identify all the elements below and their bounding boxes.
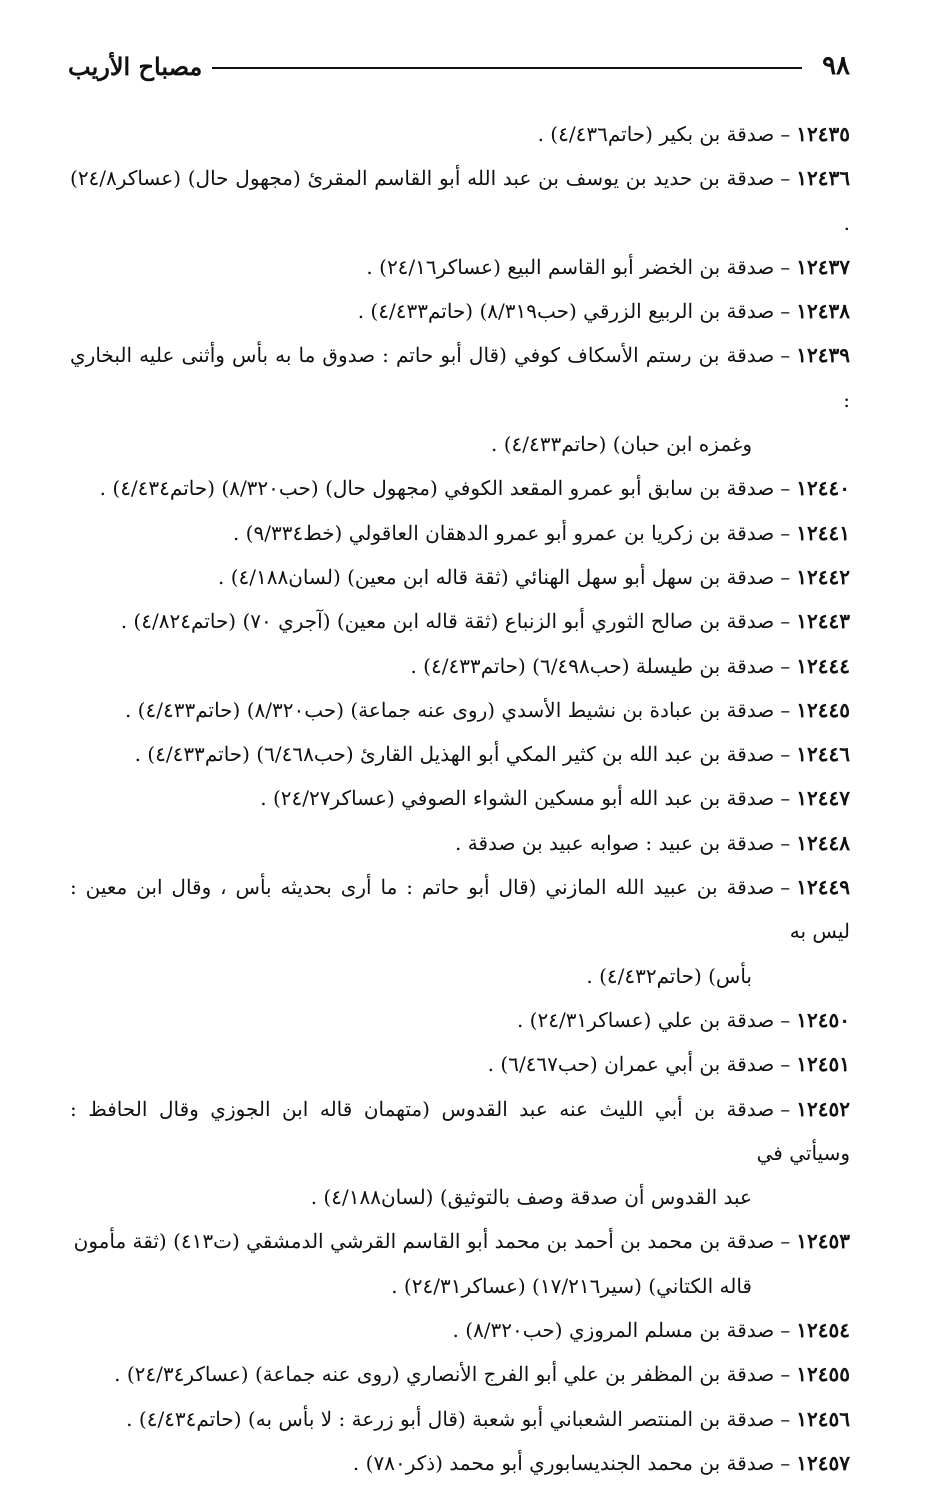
list-item	[70, 511, 850, 555]
entry-number: ١٢٤٥٦	[796, 1406, 850, 1431]
list-item	[70, 1308, 850, 1352]
list-item	[70, 1042, 850, 1086]
entry-dash: –	[780, 1229, 791, 1254]
entry-dash: –	[780, 875, 791, 900]
entry-text: صدقة بن رستم الأسكاف كوفي (قال أبو حاتم : صدوق ما به بأس وأثنى عليه البخاري :	[70, 343, 850, 412]
entry-continuation: بأس) (حاتم٤/٤٣٢) .	[586, 963, 752, 988]
entry-text: صدقة بن سهل أبو سهل الهنائي (ثقة قاله ابن معين) (لسان٤/١٨٨) .	[217, 564, 775, 589]
entry-number: ١٢٤٤٦	[796, 742, 850, 767]
entry-dash: –	[780, 520, 791, 545]
entry-text: صدقة بن المظفر بن علي أبو الفرج الأنصاري (روى عنه جماعة) (عساكر٢٤/٣٤) .	[114, 1362, 775, 1387]
entry-dash: –	[780, 122, 791, 146]
list-item	[70, 1087, 850, 1220]
entry-dash: –	[780, 1450, 791, 1475]
book-title: مصباح الأريب	[68, 51, 203, 81]
list-item	[70, 466, 850, 510]
entry-text: صدقة بن علي (عساكر٢٤/٣١) .	[516, 1007, 775, 1032]
entry-number: ١٢٤٥٣	[796, 1229, 850, 1254]
list-item	[70, 998, 850, 1042]
entry-dash: –	[780, 697, 791, 722]
list-item	[70, 821, 850, 865]
entry-dash: –	[780, 564, 791, 589]
entry-dash: –	[780, 786, 791, 811]
entry-number: ١٢٤٤٢	[796, 564, 850, 589]
entry-continuation: عبد القدوس أن صدقة وصف بالتوثيق) (لسان٤/١٨٨) .	[310, 1185, 752, 1210]
entry-number: ١٢٤٣٧	[796, 254, 850, 279]
list-item	[70, 1219, 850, 1308]
entry-dash: –	[780, 1096, 791, 1121]
entry-text: صدقة بن محمد الجنديسابوري أبو محمد (ذكر٧٨٠) .	[352, 1450, 775, 1475]
entry-text: صدقة بن أبي عمران (حب٦/٤٦٧) .	[487, 1052, 775, 1077]
page-number: ٩٨	[822, 51, 850, 81]
entry-dash: –	[780, 1318, 791, 1343]
entry-dash: –	[780, 1406, 791, 1431]
entry-text: صدقة بن أبي الليث عنه عبد القدوس (متهمان قاله ابن الجوزي وقال الحافظ : وسيأتي في	[70, 1096, 850, 1165]
entry-text: صدقة بن الربيع الزرقي (حب٨/٣١٩) (حاتم٤/٤٣٣) .	[357, 299, 775, 324]
entry-number: ١٢٤٤٧	[796, 786, 850, 811]
entry-number: ١٢٤٤٨	[796, 830, 850, 855]
entry-number: ١٢٤٣٨	[796, 299, 850, 324]
list-item	[70, 644, 850, 688]
entry-number: ١٢٤٤١	[796, 520, 850, 545]
entry-continuation: وغمزه ابن حبان) (حاتم٤/٤٣٣) .	[491, 432, 752, 457]
page-header	[68, 46, 850, 86]
entry-dash: –	[780, 742, 791, 767]
entry-text: صدقة بن زكريا بن عمرو أبو عمرو الدهقان العاقولي (خط٩/٣٣٤) .	[232, 520, 775, 545]
entry-continuation: قاله الكتاني) (سير١٧/٢١٦) (عساكر٢٤/٣١) .	[391, 1273, 752, 1298]
entry-number: ١٢٤٣٥	[796, 122, 850, 146]
entry-dash: –	[780, 609, 791, 634]
entry-dash: –	[780, 476, 791, 501]
header-rule	[212, 67, 802, 69]
list-item	[70, 865, 850, 998]
entry-text: صدقة بن صالح الثوري أبو الزنباع (ثقة قاله ابن معين) (آجري ٧٠) (حاتم٤/٨٢٤) .	[120, 609, 775, 634]
entry-number: ١٢٤٤٩	[796, 875, 850, 900]
list-item	[70, 732, 850, 776]
list-item	[70, 599, 850, 643]
entry-dash: –	[780, 1362, 791, 1387]
list-item	[70, 776, 850, 820]
list-item	[70, 156, 850, 245]
entry-text: صدقة بن عبيد : صوابه عبيد بن صدقة .	[455, 830, 775, 855]
entry-text: صدقة بن بكير (حاتم٤/٤٣٦) .	[537, 122, 775, 146]
entry-dash: –	[780, 830, 791, 855]
entry-number: ١٢٤٤٥	[796, 697, 850, 722]
entry-text: صدقة بن سابق أبو عمرو المقعد الكوفي (مجهول حال) (حب٨/٣٢٠) (حاتم٤/٤٣٤) .	[99, 476, 775, 501]
list-item	[70, 1397, 850, 1441]
entry-dash: –	[780, 299, 791, 324]
list-item	[70, 112, 850, 156]
entry-text: صدقة بن عبد الله بن كثير المكي أبو الهذيل القارئ (حب٦/٤٦٨) (حاتم٤/٤٣٣) .	[134, 742, 775, 767]
entry-dash: –	[780, 653, 791, 678]
list-item	[70, 245, 850, 289]
entry-text: صدقة بن عبيد الله المازني (قال أبو حاتم : ما أرى بحديثه بأس ، وقال ابن معين : ليس به	[70, 875, 850, 944]
list-item	[70, 555, 850, 599]
entry-dash: –	[780, 166, 791, 191]
entry-text: صدقة بن محمد بن أحمد بن محمد أبو القاسم القرشي الدمشقي (ت٤١٣) (ثقة مأمون	[73, 1229, 775, 1254]
entry-number: ١٢٤٤٠	[796, 476, 850, 501]
entries-list	[70, 112, 850, 1485]
entry-number: ١٢٤٥٢	[796, 1096, 850, 1121]
entry-number: ١٢٤٣٦	[796, 166, 850, 191]
entry-text: صدقة بن عبد الله أبو مسكين الشواء الصوفي (عساكر٢٤/٢٧) .	[260, 786, 775, 811]
entry-number: ١٢٤٣٩	[796, 343, 850, 368]
list-item	[70, 1441, 850, 1485]
entry-text: صدقة بن عبادة بن نشيط الأسدي (روى عنه جماعة) (حب٨/٣٢٠) (حاتم٤/٤٣٣) .	[124, 697, 775, 722]
entry-number: ١٢٤٥٧	[796, 1450, 850, 1475]
entry-text: صدقة بن طيسلة (حب٦/٤٩٨) (حاتم٤/٤٣٣) .	[410, 653, 775, 678]
entry-number: ١٢٤٥١	[796, 1052, 850, 1077]
entry-dash: –	[780, 1007, 791, 1032]
list-item	[70, 289, 850, 333]
entry-number: ١٢٤٥٤	[796, 1318, 850, 1343]
entry-number: ١٢٤٤٣	[796, 609, 850, 634]
entry-text: صدقة بن الخضر أبو القاسم البيع (عساكر٢٤/١٦) .	[366, 254, 775, 279]
list-item	[70, 333, 850, 466]
entry-text: صدقة بن مسلم المروزي (حب٨/٣٢٠) .	[452, 1318, 775, 1343]
entry-text: صدقة بن حديد بن يوسف بن عبد الله أبو القاسم المقرئ (مجهول حال) (عساكر٢٤/٨) .	[70, 166, 850, 235]
entry-dash: –	[780, 343, 791, 368]
entry-dash: –	[780, 1052, 791, 1077]
list-item	[70, 1352, 850, 1396]
entry-number: ١٢٤٥٥	[796, 1362, 850, 1387]
entry-number: ١٢٤٥٠	[796, 1007, 850, 1032]
list-item	[70, 688, 850, 732]
entry-number: ١٢٤٤٤	[796, 653, 850, 678]
entry-dash: –	[780, 254, 791, 279]
entry-text: صدقة بن المنتصر الشعباني أبو شعبة (قال أبو زرعة : لا بأس به) (حاتم٤/٤٣٤) .	[126, 1406, 775, 1431]
